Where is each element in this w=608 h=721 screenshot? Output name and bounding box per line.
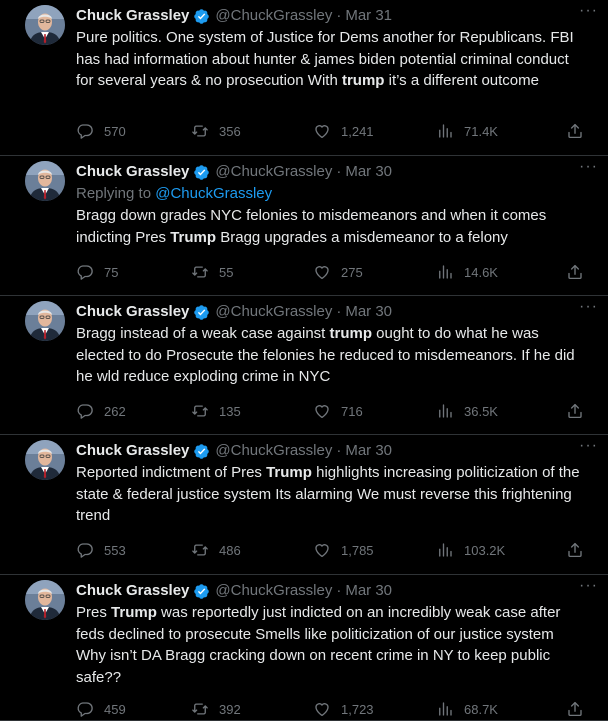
tweet-text-segment: Pure politics. One system of Justice for Dems another for Republicans. FBI has had information about hunter & james biden potential criminal conduct for several years & no prosecution With <box>76 29 574 89</box>
views-button[interactable] <box>436 401 498 421</box>
separator-dot: · <box>336 582 342 599</box>
tweet-text-segment: was reportedly just indicted on an incredibly weak case after feds declined to prosecute Smells like politicization of our justice system Why isn’t DA Bragg cracking down on recent crime in NY to keep public safe?? <box>76 604 561 686</box>
tweet-actions <box>76 262 586 282</box>
author-name[interactable]: Chuck Grassley <box>76 582 190 599</box>
tweet-text-segment: Bragg instead of a weak case against <box>76 325 330 342</box>
tweet[interactable] <box>0 156 608 296</box>
views-button[interactable] <box>436 262 498 282</box>
retweet-button[interactable] <box>191 540 241 560</box>
share-button[interactable] <box>566 262 594 282</box>
tweet-body <box>76 440 594 527</box>
retweet-count: 356 <box>219 123 241 139</box>
reply-icon <box>76 122 104 140</box>
tweet-actions <box>76 401 586 421</box>
more-options-icon[interactable]: ··· <box>579 437 598 454</box>
tweet-text-segment: Bragg down grades NYC felonies to misdemeanors and when it comes indicting Pres <box>76 207 547 246</box>
author-name[interactable]: Chuck Grassley <box>76 303 190 320</box>
reply-count: 553 <box>104 542 126 558</box>
tweet-date[interactable]: Mar 30 <box>345 163 393 180</box>
share-button[interactable] <box>566 540 594 560</box>
like-button[interactable] <box>313 262 363 282</box>
tweet[interactable] <box>0 575 608 721</box>
share-icon <box>566 402 594 420</box>
verified-badge-icon <box>193 304 210 321</box>
share-icon <box>566 263 594 281</box>
avatar[interactable] <box>25 161 65 201</box>
tweet-body <box>76 580 594 688</box>
views-icon <box>436 122 464 140</box>
separator-dot: · <box>336 7 342 24</box>
views-count: 71.4K <box>464 123 498 139</box>
reply-button[interactable] <box>76 121 126 141</box>
tweet-text <box>76 205 586 248</box>
tweet-text-segment: Reported indictment of Pres <box>76 464 267 481</box>
author-name[interactable]: Chuck Grassley <box>76 442 190 459</box>
views-icon <box>436 402 464 420</box>
reply-count: 75 <box>104 264 119 280</box>
tweet-body <box>76 301 594 388</box>
retweet-count: 55 <box>219 264 234 280</box>
views-icon <box>436 541 464 559</box>
views-icon <box>436 263 464 281</box>
highlighted-term: Trump <box>266 464 312 481</box>
reply-button[interactable] <box>76 262 118 282</box>
reply-button[interactable] <box>76 540 126 560</box>
retweet-button[interactable] <box>191 401 241 421</box>
reply-icon <box>76 263 104 281</box>
share-icon <box>566 541 594 559</box>
retweet-icon <box>191 541 219 559</box>
author-handle[interactable]: @ChuckGrassley <box>215 582 333 599</box>
retweet-icon <box>191 402 219 420</box>
like-icon <box>313 700 341 718</box>
reply-count: 570 <box>104 123 126 139</box>
tweet-header <box>76 161 594 183</box>
more-options-icon[interactable]: ··· <box>579 298 598 315</box>
tweet-header <box>76 440 594 462</box>
retweet-count: 392 <box>219 701 241 717</box>
like-button[interactable] <box>313 121 374 141</box>
reply-button[interactable] <box>76 401 126 421</box>
tweet-date[interactable]: Mar 30 <box>345 582 393 599</box>
tweet-date[interactable]: Mar 30 <box>345 442 393 459</box>
tweet-actions <box>76 699 586 719</box>
views-count: 68.7K <box>464 701 498 717</box>
replying-to <box>76 183 594 205</box>
retweet-button[interactable] <box>191 121 241 141</box>
tweet[interactable] <box>0 296 608 435</box>
tweet-text <box>76 462 586 527</box>
verified-badge-icon <box>193 443 210 460</box>
highlighted-term: trump <box>329 325 372 342</box>
like-icon <box>313 402 341 420</box>
share-icon <box>566 122 594 140</box>
share-button[interactable] <box>566 401 594 421</box>
author-handle[interactable]: @ChuckGrassley <box>215 303 333 320</box>
author-handle[interactable]: @ChuckGrassley <box>215 163 333 180</box>
share-button[interactable] <box>566 121 594 141</box>
like-count: 1,785 <box>341 542 374 558</box>
tweet-text <box>76 27 586 92</box>
like-icon <box>313 122 341 140</box>
verified-badge-icon <box>193 583 210 600</box>
avatar[interactable] <box>25 580 65 620</box>
views-button[interactable] <box>436 699 498 719</box>
retweet-icon <box>191 700 219 718</box>
retweet-count: 486 <box>219 542 241 558</box>
retweet-icon <box>191 263 219 281</box>
like-icon <box>313 263 341 281</box>
share-icon <box>566 700 594 718</box>
views-count: 103.2K <box>464 542 506 558</box>
mention-link[interactable]: @ChuckGrassley <box>155 185 273 202</box>
like-icon <box>313 541 341 559</box>
author-name[interactable]: Chuck Grassley <box>76 163 190 180</box>
like-count: 275 <box>341 264 363 280</box>
retweet-icon <box>191 122 219 140</box>
verified-badge-icon <box>193 164 210 181</box>
views-icon <box>436 700 464 718</box>
author-handle[interactable]: @ChuckGrassley <box>215 7 333 24</box>
tweet-text <box>76 602 586 688</box>
tweet-header <box>76 580 594 602</box>
like-count: 716 <box>341 403 363 419</box>
more-options-icon[interactable]: ··· <box>579 2 598 19</box>
reply-icon <box>76 541 104 559</box>
retweet-button[interactable] <box>191 699 241 719</box>
separator-dot: · <box>336 303 342 320</box>
tweet-actions <box>76 540 586 560</box>
tweet-text-segment: it’s a different outcome <box>384 72 539 89</box>
tweet-text-segment: Pres <box>76 604 112 621</box>
retweet-count: 135 <box>219 403 241 419</box>
views-count: 36.5K <box>464 403 498 419</box>
reply-count: 262 <box>104 403 126 419</box>
like-count: 1,241 <box>341 123 374 139</box>
tweet-date[interactable]: Mar 30 <box>345 303 393 320</box>
like-button[interactable] <box>313 699 374 719</box>
like-button[interactable] <box>313 540 374 560</box>
more-options-icon[interactable]: ··· <box>579 577 598 594</box>
tweet-body <box>76 5 594 92</box>
separator-dot: · <box>336 163 342 180</box>
reply-icon <box>76 700 104 718</box>
tweet-header <box>76 5 594 27</box>
tweet-date[interactable]: Mar 31 <box>345 7 393 24</box>
verified-badge-icon <box>193 8 210 25</box>
like-count: 1,723 <box>341 701 374 717</box>
tweet-text <box>76 323 586 388</box>
avatar[interactable] <box>25 440 65 480</box>
tweet-text-segment: highlights increasing politicization of the state & federal justice system Its alarming We must reverse this frightening trend <box>76 464 580 524</box>
avatar[interactable] <box>25 5 65 45</box>
author-handle[interactable]: @ChuckGrassley <box>215 442 333 459</box>
like-button[interactable] <box>313 401 363 421</box>
tweet[interactable] <box>0 435 608 575</box>
highlighted-term: Trump <box>111 604 157 621</box>
tweet-text-segment: ought to do what he was elected to do Prosecute the felonies he reduced to misdemeanors. If he did he wld reduce exploding crime in NYC <box>76 325 575 385</box>
tweet-body <box>76 161 594 248</box>
share-button[interactable] <box>566 699 594 719</box>
more-options-icon[interactable]: ··· <box>579 158 598 175</box>
views-button[interactable] <box>436 121 498 141</box>
views-button[interactable] <box>436 540 505 560</box>
tweet-header <box>76 301 594 323</box>
tweet-text-segment: Bragg upgrades a misdemeanor to a felony <box>216 228 508 246</box>
tweet[interactable] <box>0 0 608 156</box>
reply-icon <box>76 402 104 420</box>
separator-dot: · <box>336 442 342 459</box>
highlighted-term: Trump <box>170 228 217 246</box>
author-name[interactable]: Chuck Grassley <box>76 7 190 24</box>
views-count: 14.6K <box>464 264 498 280</box>
avatar[interactable] <box>25 301 65 341</box>
reply-button[interactable] <box>76 699 126 719</box>
highlighted-term: trump <box>341 72 385 89</box>
tweet-actions <box>76 121 586 141</box>
reply-count: 459 <box>104 701 126 717</box>
retweet-button[interactable] <box>191 262 233 282</box>
replying-to-label: Replying to <box>76 185 156 202</box>
